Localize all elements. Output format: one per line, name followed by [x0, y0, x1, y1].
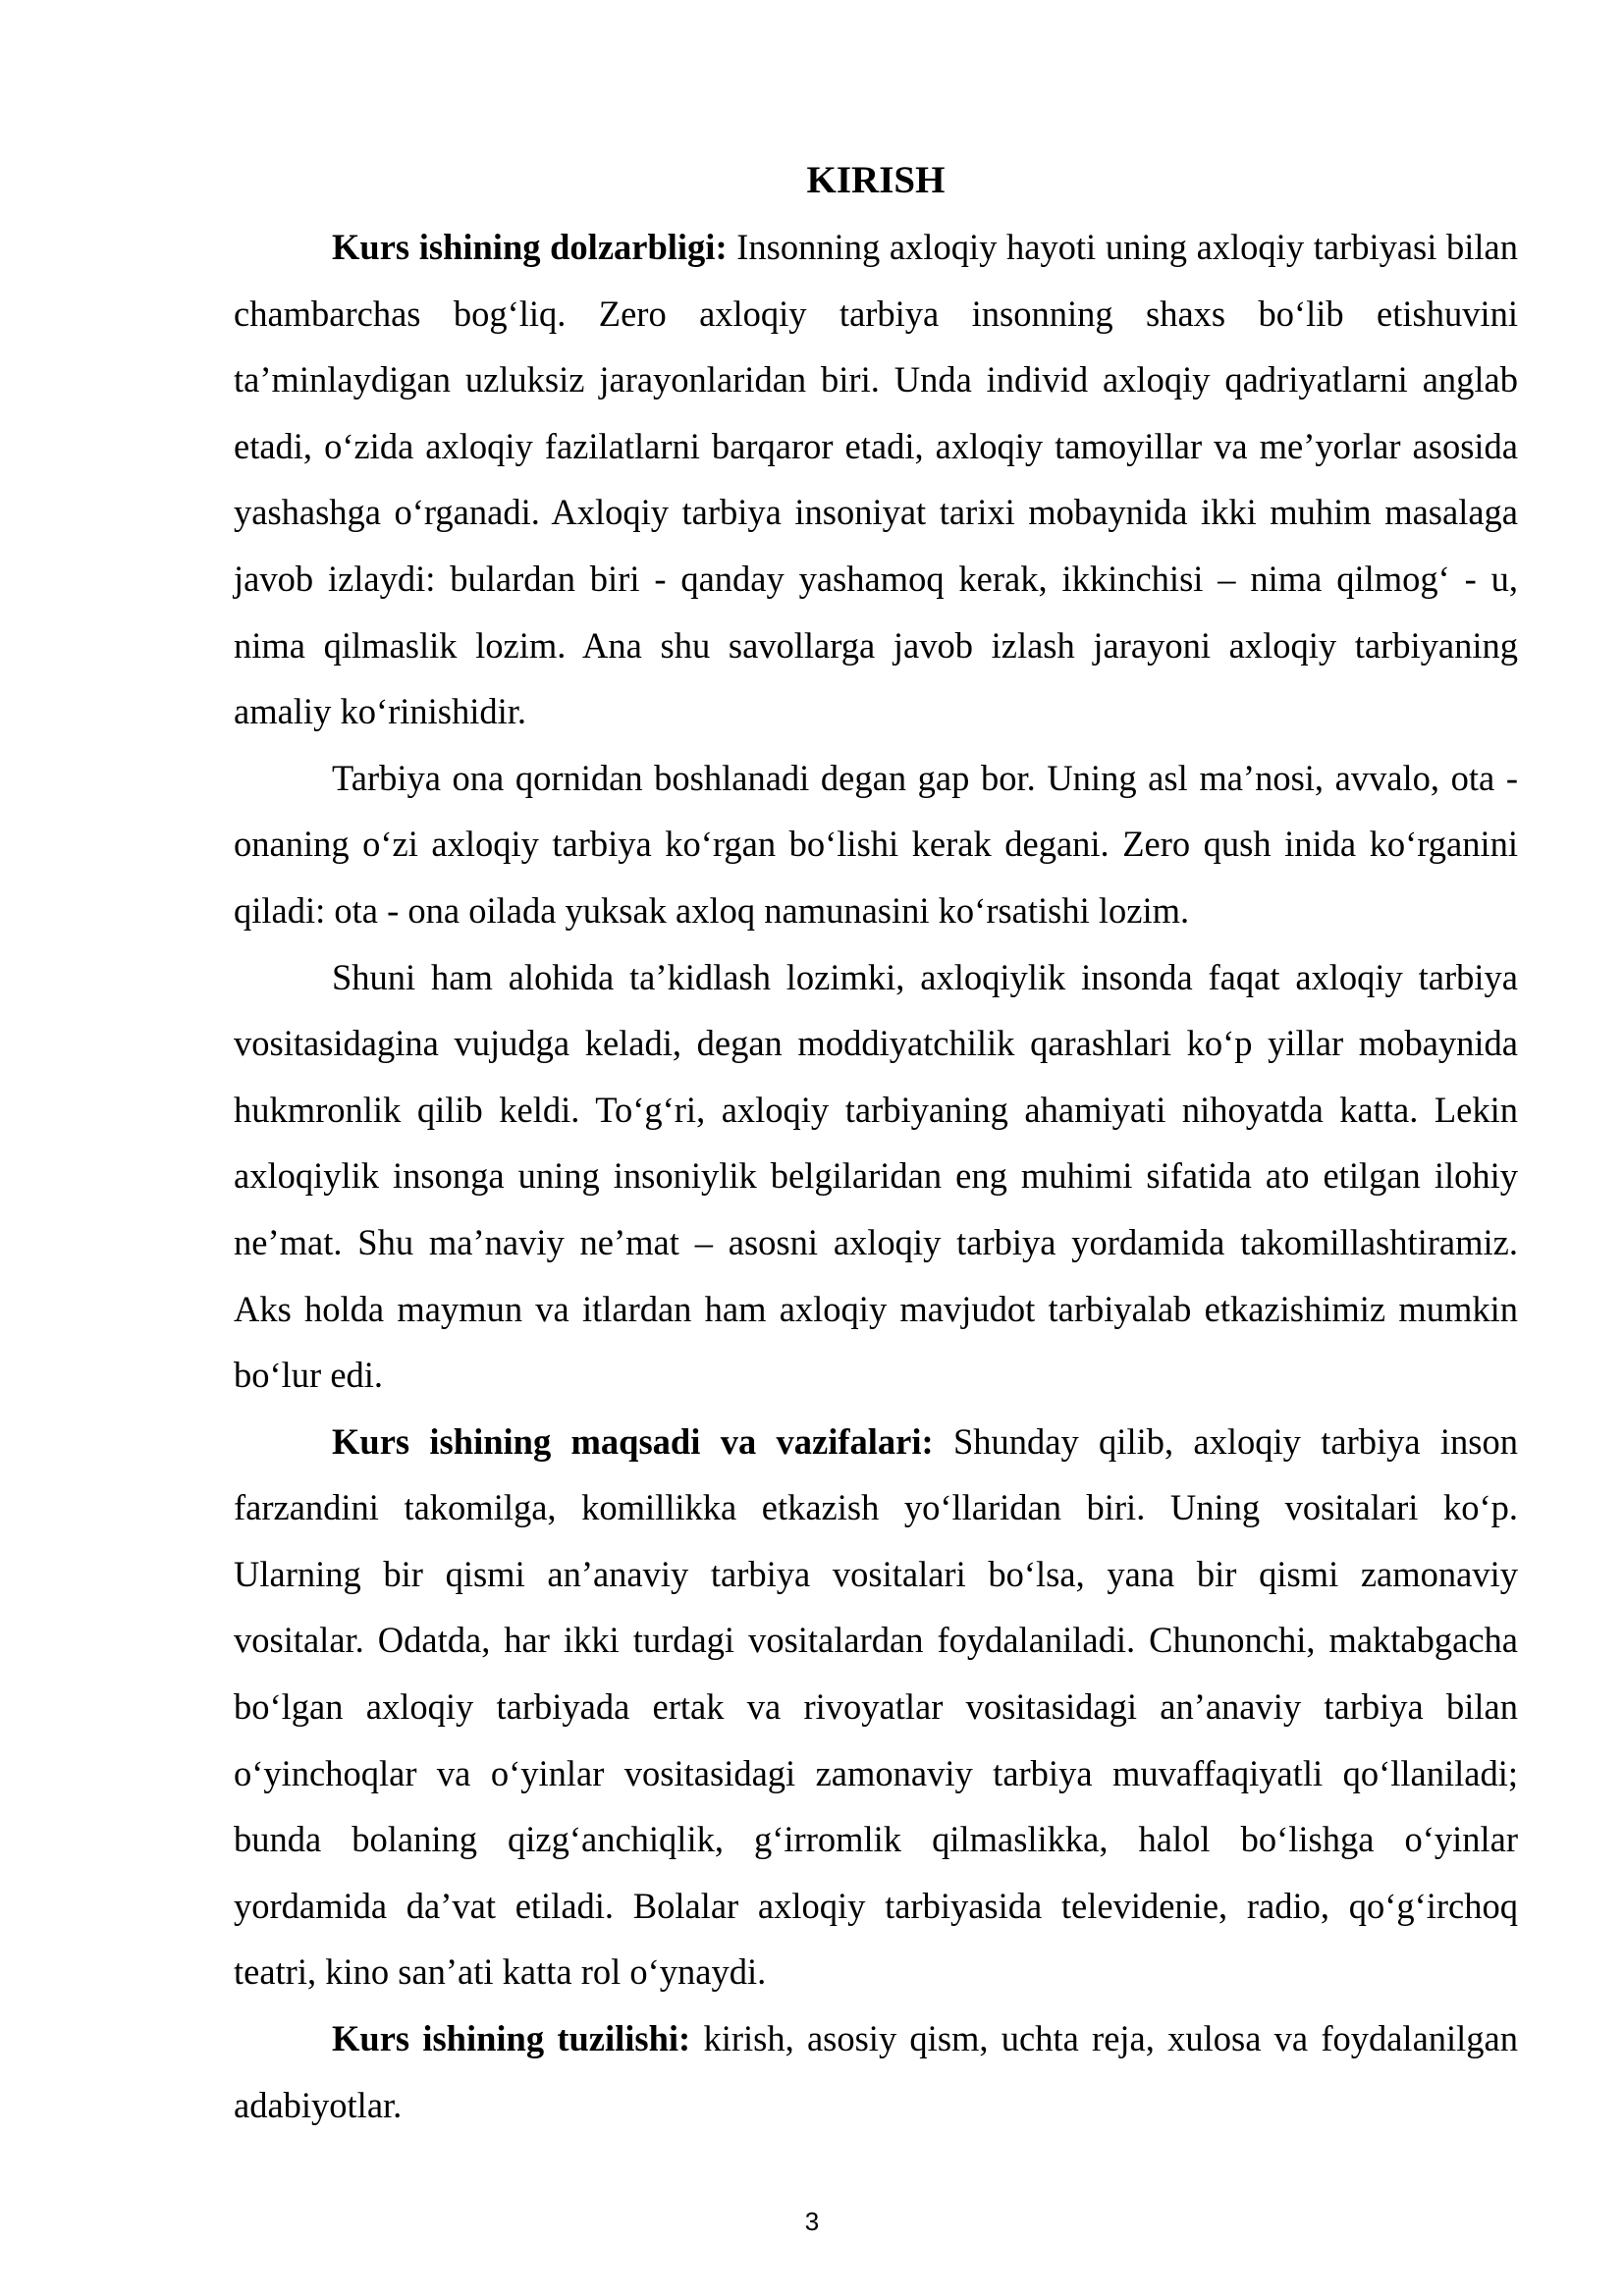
page-number: 3 — [804, 2207, 820, 2236]
paragraph-text: Tarbiya ona qornidan boshlanadi degan gap bor. Uning asl ma’nosi, avvalo, ota - onaning o‘zi axloqiy tarbiya ko‘rgan bo‘lishi kerak degani. Zero qush inida ko‘rganini qiladi: ota - ona oilada yuksak axloq namunasini ko‘rsatishi lozim. — [234, 757, 1518, 931]
paragraph-text: kirish, asosiy qism, uchta reja, xulosa va foydalanilgan adabiyotlar. — [234, 2018, 1518, 2125]
paragraph-lead: Kurs ishining tuzilishi: — [332, 2018, 691, 2059]
paragraph-structure — [234, 2005, 1518, 2138]
paragraph-morality — [234, 944, 1518, 1409]
page-title: KIRISH — [806, 159, 946, 201]
paragraph-text: Insonning axloqiy hayoti uning axloqiy tarbiyasi bilan chambarchas bog‘liq. Zero axloqiy tarbiya insonning shaxs bo‘lib etishuvini ta’minlaydigan uzluksiz jarayonlaridan biri. Unda individ axloqiy qadriyatlarni anglab etadi, o‘zida axloqiy fazilatlarni barqaror etadi, axloqiy tamoyillar va me’yorlar asosida yashashga o‘rganadi. Axloqiy tarbiya insoniyat tarixi mobaynida ikki muhim masalaga javob izlaydi: bulardan biri - qanday yashamoq kerak, ikkinchisi – nima qilmog‘ - u, nima qilmaslik lozim. Ana shu savollarga javob izlash jarayoni axloqiy tarbiyaning amaliy ko‘rinishidir. — [234, 227, 1518, 732]
paragraph-upbringing — [234, 745, 1518, 944]
paragraph-lead: Kurs ishining dolzarbligi: — [332, 227, 728, 267]
paragraph-lead: Kurs ishining maqsadi va vazifalari: — [332, 1420, 934, 1462]
document-page — [234, 147, 1518, 2138]
paragraph-relevance — [234, 214, 1518, 745]
paragraph-text: Shunday qilib, axloqiy tarbiya inson farzandini takomilga, komillikka etkazish yo‘llaridan biri. Uning vositalari ko‘p. Ularning bir qismi an’anaviy tarbiya vositalari bo‘lsa, yana bir qismi zamonaviy vositalar. Odatda, har ikki turdagi vositalardan foydalaniladi. Chunonchi, maktabgacha bo‘lgan axloqiy tarbiyada ertak va rivoyatlar vositasidagi an’anaviy tarbiya bilan o‘yinchoqlar va o‘yinlar vositasidagi zamonaviy tarbiya muvaffaqiyatli qo‘llaniladi; bunda bolaning qizg‘anchiqlik, g‘irromlik qilmaslikka, halol bo‘lishga o‘yinlar yordamida da’vat etiladi. Bolalar axloqiy tarbiyasida televidenie, radio, qo‘g‘irchoq teatri, kino san’ati katta rol o‘ynaydi. — [234, 1420, 1518, 1993]
paragraph-text: Shuni ham alohida ta’kidlash lozimki, axloqiylik insonda faqat axloqiy tarbiya vositasidagina vujudga keladi, degan moddiyatchilik qarashlari ko‘p yillar mobaynida hukmronlik qilib keldi. To‘g‘ri, axloqiy tarbiyaning ahamiyati nihoyatda katta. Lekin axloqiylik insonga uning insoniylik belgilaridan eng muhimi sifatida ato etilgan ilohiy ne’mat. Shu ma’naviy ne’mat – asosni axloqiy tarbiya yordamida takomillashtiramiz. Aks holda maymun va itlardan ham axloqiy mavjudot tarbiyalab etkazishimiz mumkin bo‘lur edi. — [234, 956, 1518, 1396]
paragraph-goals — [234, 1409, 1518, 2005]
